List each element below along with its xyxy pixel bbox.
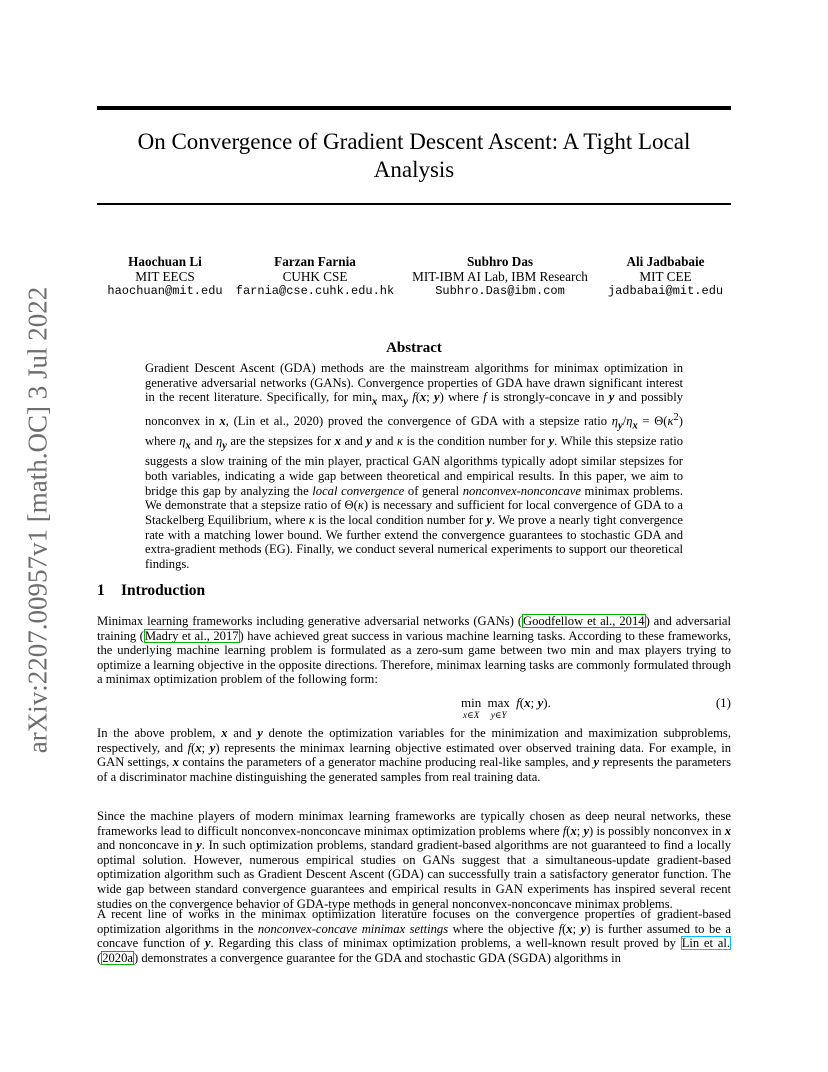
intro-paragraph: In the above problem, x and y denote the optimization variables for the minimization and maximization subproblems, respectively, and f(x; y) represents the minimax learning objective estimated over observed training data. For example, in GAN settings, x contains the parameters of a generator machine producing real-like samples, and y represents the parameters of a discriminator machine distinguishing the generated samples from real training data. <box>97 726 731 784</box>
citation-link[interactable]: Lin et al. <box>681 936 730 951</box>
author-name: Haochuan Li <box>128 254 202 269</box>
author-name: Subhro Das <box>466 254 534 269</box>
math-stepsize-ratio: $\eta_y/\eta_x = \Theta(\kappa^2)$ <box>611 411 683 432</box>
abstract-body: Gradient Descent Ascent (GDA) methods are the mainstream algorithms for minimax optimization in generative adversarial networks (GANs). Convergence properties of GDA have drawn significant interest in the recent literature. Specifically, for $\min_x \max_y f(x$; y) where f is strongly-concave in y and possibly nonconvex in x, (Lin et al., 2020) proved the convergence of GDA with a stepsize ratio $\eta_y/\eta_x = \Theta(\kappa^2)$ where $\eta_x$ and $\eta_y$ are the stepsizes for x and y and κ is the condition number for y. While this stepsize ratio suggests a slow training of the min player, practical GAN algorithms typically adopt similar stepsizes for both variables, indicating a wide gap between theoretical and empirical results. In this paper, we aim to bridge this gap by analyzing the local convergence of general nonconvex-nonconcave minimax problems. We demonstrate that a stepsize ratio of Θ(κ) is necessary and sufficient for local convergence of GDA to a Stackelberg Equilibrium, where κ is the local condition number for y. We prove a nearly tight convergence rate with a matching lower bound. We further extend the convergence guarantees to stochastic GDA and extra-gradient methods (EG). Finally, we conduct several numerical experiments to support our theoretical findings. <box>145 361 684 572</box>
equation-number: (1) <box>715 695 731 710</box>
author-email[interactable]: Subhro.Das@ibm.com <box>435 284 565 298</box>
title-top-rule <box>97 106 731 110</box>
equation-1: min x∈X max y∈Y f(x; y). (1) <box>461 695 731 720</box>
author-affiliation: MIT CEE <box>639 269 692 284</box>
author-block <box>235 254 395 299</box>
author-email[interactable]: jadbabai@mit.edu <box>607 284 724 298</box>
author-block <box>100 254 230 299</box>
math-minmax: $\min_x \max_y f(x$; y) <box>352 390 444 408</box>
author-affiliation: CUHK CSE <box>282 269 348 284</box>
citation-link[interactable]: Madry et al., 2017 <box>144 628 239 643</box>
arxiv-side-identifier: arXiv:2207.00957v1 [math.OC] 3 Jul 2022 <box>22 286 53 754</box>
intro-paragraph: A recent line of works in the minimax optimization literature focuses on the convergence properties of gradient-based optimization algorithms in the nonconvex-concave minimax settings where the objective f(x; y) is further assumed to be a concave function of y. Regarding this class of minimax optimization problems, a well-known result proved by Lin et al. (2020a) demonstrates a convergence guarantee for the GDA and stochastic GDA (SGDA) algorithms in <box>97 907 731 965</box>
intro-paragraph: Minimax learning frameworks including generative adversarial networks (GANs) (Goodfellow et al., 2014) and adversarial training (Madry et al., 2017) have achieved great success in various machine learning tasks. According to these frameworks, the underlying machine learning problem is formulated as a zero-sum game between two min and max players trying to optimize a learning objective in the opposite directions. Therefore, minimax learning tasks are commonly formulated through a minimax optimization problem of the following form: <box>97 614 731 687</box>
author-affiliation: MIT EECS <box>135 269 195 284</box>
paper-title: On Convergence of Gradient Descent Ascent: A Tight Local Analysis <box>137 129 691 182</box>
author-affiliation: MIT-IBM AI Lab, IBM Research <box>412 269 588 284</box>
title-bottom-rule <box>97 203 731 205</box>
author-name: Farzan Farnia <box>274 254 356 269</box>
author-email[interactable]: farnia@cse.cuhk.edu.hk <box>235 284 395 298</box>
abstract-heading: Abstract <box>386 340 442 356</box>
author-block <box>400 254 600 299</box>
citation-link[interactable]: Goodfellow et al., 2014 <box>523 614 645 628</box>
citation-year-link[interactable]: 2020a <box>102 950 133 965</box>
section-heading-introduction: 1 Introduction <box>97 582 206 599</box>
author-block <box>603 254 728 299</box>
intro-paragraph: Since the machine players of modern minimax learning frameworks are typically chosen as deep neural networks, these frameworks lead to difficult nonconvex-nonconcave minimax optimization problems where f(x; y) is possibly nonconvex in x and nonconcave in y. In such optimization problems, standard gradient-based algorithms are not guaranteed to find a locally optimal solution. However, numerous empirical studies on GANs suggest that a simultaneous-update gradient-based optimization algorithm such as Gradient Descent Ascent (GDA) can successfully train a satisfactory generator function. The wide gap between standard convergence guarantees and empirical results in GAN experiments has inspired several recent studies on the convergence behavior of GDA-type methods in general nonconvex-nonconcave minimax problems. <box>97 809 732 911</box>
author-email[interactable]: haochuan@mit.edu <box>107 284 223 298</box>
author-name: Ali Jadbabaie <box>626 254 705 269</box>
